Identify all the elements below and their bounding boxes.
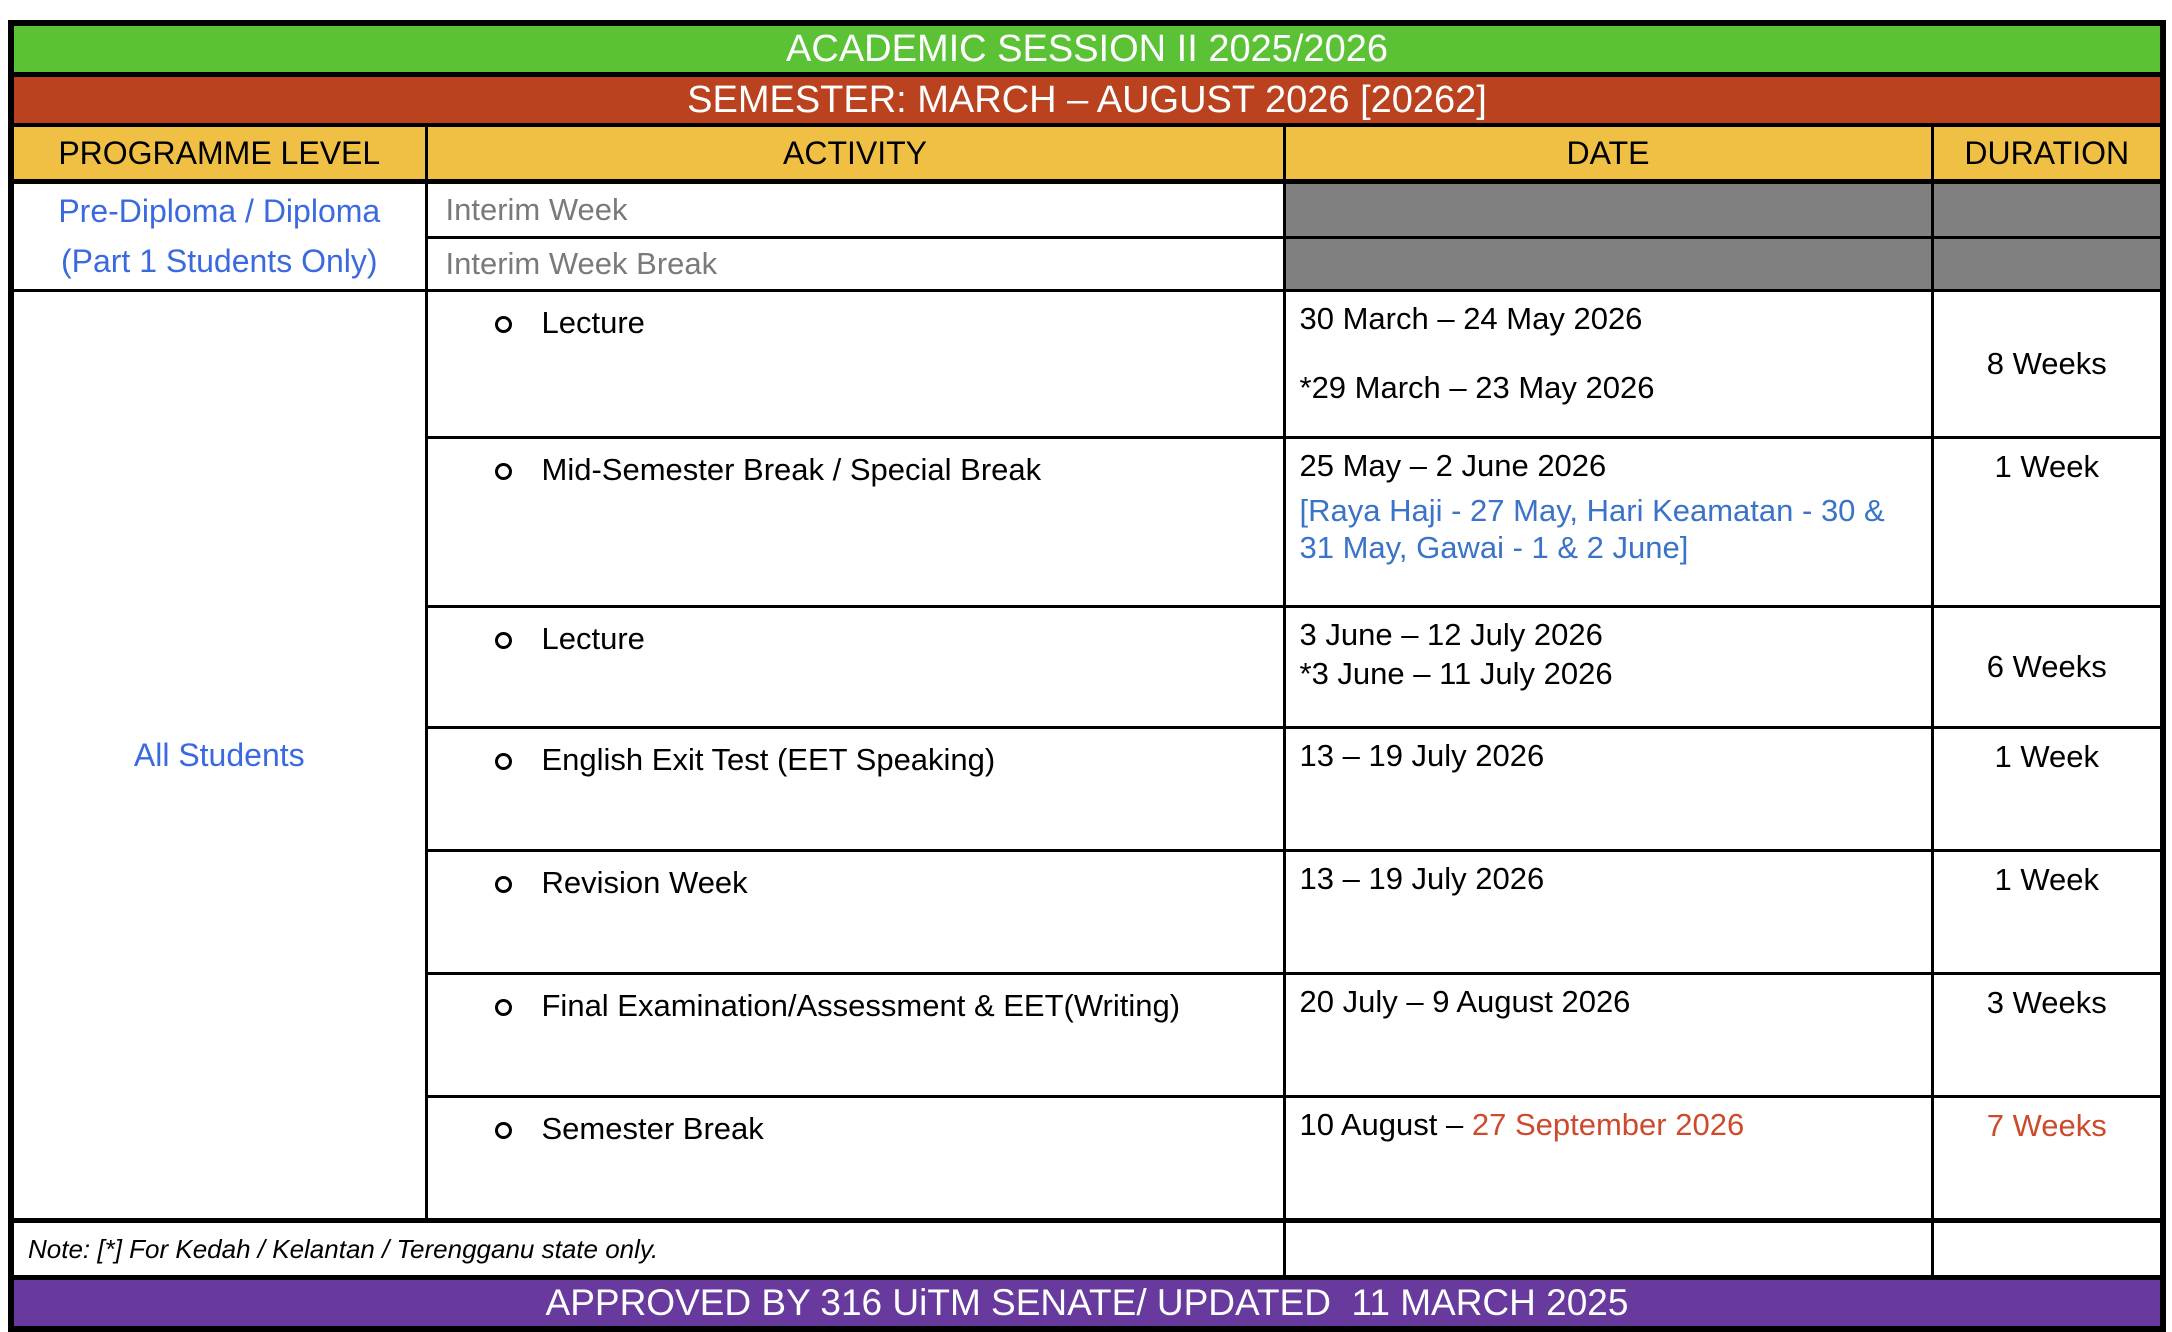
- programme-pre-diploma: [11, 182, 426, 291]
- bullet-icon: [495, 316, 512, 333]
- col-header-programme-level: PROGRAMME LEVEL: [11, 125, 426, 182]
- bullet-icon: [495, 753, 512, 770]
- activity-label-mid-semester-break: Mid-Semester Break / Special Break: [541, 452, 1042, 487]
- activity-label-final-examination: Final Examination/Assessment & EET(Writing): [541, 988, 1181, 1023]
- date-cell-lecture-1: [1284, 291, 1932, 438]
- bullet-icon: [495, 632, 512, 649]
- pre-diploma-label-line2: (Part 1 Students Only): [60, 242, 378, 279]
- activity-cell-final-examination: [426, 974, 1284, 1097]
- col-header-duration: DURATION: [1932, 125, 2163, 182]
- activity-cell-lecture-2: [426, 607, 1284, 728]
- duration-lecture-1: 8 Weeks: [1932, 291, 2163, 438]
- bullet-icon: [495, 463, 512, 480]
- pre-diploma-label-line1: Pre-Diploma / Diploma: [58, 192, 381, 229]
- activity-label-lecture-1: Lecture: [541, 305, 645, 340]
- date-cell-semester-break: [1284, 1097, 1932, 1221]
- activity-interim-week-break: Interim Week Break: [426, 238, 1284, 291]
- note-date-blank: [1284, 1221, 1932, 1278]
- duration-revision-week: 1 Week: [1932, 851, 2163, 974]
- activity-cell-lecture-1: [426, 291, 1284, 438]
- date-line1-lecture-2: 3 June – 12 July 2026: [1299, 617, 1603, 652]
- semester-row: [11, 75, 2163, 126]
- duration-semester-break: 7 Weeks: [1932, 1097, 2163, 1221]
- date-prefix: 10 August –: [1299, 1107, 1472, 1142]
- duration-cell-blank-interim-week-break: [1932, 238, 2163, 291]
- date-line2-lecture-1: *29 March – 23 May 2026: [1299, 369, 1655, 405]
- date-cell-lecture-2: [1284, 607, 1932, 728]
- date-highlight: 27 September 2026: [1471, 1107, 1745, 1142]
- date-cell-revision-week: [1284, 851, 1932, 974]
- activity-label-lecture-2: Lecture: [541, 621, 645, 656]
- semester-title: SEMESTER: MARCH – AUGUST 2026 [20262]: [11, 75, 2163, 126]
- col-header-date: DATE: [1284, 125, 1932, 182]
- duration-mid-semester-break: 1 Week: [1932, 438, 2163, 607]
- session-title: ACADEMIC SESSION II 2025/2026: [11, 23, 2163, 75]
- activity-cell-revision-week: [426, 851, 1284, 974]
- date-line-semester-break: [1300, 1106, 1917, 1145]
- activity-cell-mid-semester-break: [426, 438, 1284, 607]
- calendar-table: [8, 20, 2166, 1332]
- activity-interim-week: Interim Week: [426, 182, 1284, 238]
- date-line2-lecture-2: *3 June – 11 July 2026: [1299, 655, 1613, 691]
- approval-footer: APPROVED BY 316 UiTM SENATE/ UPDATED 11 MARCH 2025: [11, 1278, 2163, 1330]
- note-row: [11, 1221, 2163, 1278]
- activity-cell-semester-break: [426, 1097, 1284, 1221]
- activity-label-english-exit-test: English Exit Test (EET Speaking): [541, 742, 996, 777]
- session-row: [11, 23, 2163, 75]
- bullet-icon: [495, 876, 512, 893]
- date-line1-lecture-1: 30 March – 24 May 2026: [1299, 301, 1643, 336]
- duration-final-examination: 3 Weeks: [1932, 974, 2163, 1097]
- date-line1-revision-week: 13 – 19 July 2026: [1299, 861, 1545, 896]
- activity-label-revision-week: Revision Week: [541, 865, 748, 900]
- col-header-activity: ACTIVITY: [426, 125, 1284, 182]
- column-header-row: [11, 125, 2163, 182]
- date-cell-final-examination: [1284, 974, 1932, 1097]
- note-duration-blank: [1932, 1221, 2163, 1278]
- bullet-icon: [495, 1122, 512, 1139]
- date-line1-final-examination: 20 July – 9 August 2026: [1299, 984, 1631, 1019]
- activity-cell-english-exit-test: [426, 728, 1284, 851]
- duration-cell-blank-interim-week: [1932, 182, 2163, 238]
- duration-lecture-2: 6 Weeks: [1932, 607, 2163, 728]
- academic-calendar-page: [8, 20, 2166, 1332]
- table-row-interim-week: [11, 182, 2163, 238]
- date-cell-blank-interim-week: [1284, 182, 1932, 238]
- holiday-note: [Raya Haji - 27 May, Hari Keamatan - 30 & 31 May, Gawai - 1 & 2 June]: [1299, 492, 1885, 565]
- duration-english-exit-test: 1 Week: [1932, 728, 2163, 851]
- date-line1-english-exit-test: 13 – 19 July 2026: [1299, 738, 1545, 773]
- date-cell-mid-semester-break: [1284, 438, 1932, 607]
- date-cell-blank-interim-week-break: [1284, 238, 1932, 291]
- activity-label-semester-break: Semester Break: [541, 1111, 764, 1146]
- note-text: Note: [*] For Kedah / Kelantan / Terengganu state only.: [11, 1221, 1284, 1278]
- footer-row: [11, 1278, 2163, 1330]
- table-row-lecture-1: [11, 291, 2163, 438]
- programme-all-students: All Students: [11, 291, 426, 1221]
- bullet-icon: [495, 999, 512, 1016]
- date-line1-mid-semester-break: 25 May – 2 June 2026: [1299, 448, 1607, 483]
- date-cell-english-exit-test: [1284, 728, 1932, 851]
